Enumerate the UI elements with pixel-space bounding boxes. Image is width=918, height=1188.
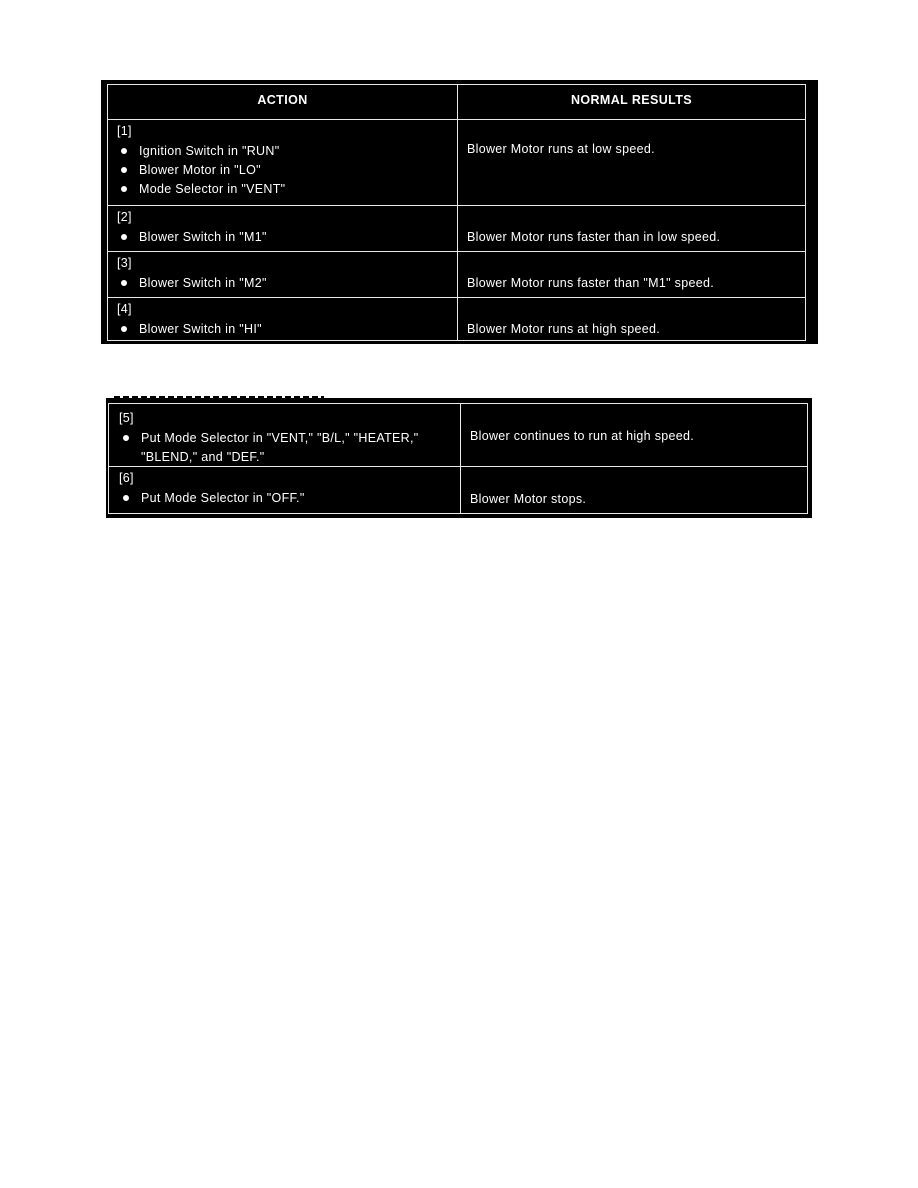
list-item: [119, 429, 460, 448]
result-text: Blower continues to run at high speed.: [470, 429, 695, 443]
header-normal-results: NORMAL RESULTS: [570, 93, 693, 107]
result-cell: [458, 298, 805, 340]
result-cell: [458, 206, 805, 251]
list-item: [119, 489, 460, 508]
list-item: [117, 142, 457, 161]
table-row: [108, 120, 805, 206]
table-row: [108, 298, 805, 340]
action-text: Blower Motor in "LO": [139, 163, 261, 177]
bullet-icon: [123, 495, 129, 501]
bullet-icon: [121, 167, 127, 173]
result-cell: [461, 467, 807, 513]
result-text: Blower Motor runs faster than in low speed.: [467, 230, 721, 244]
step-number: [1]: [117, 124, 132, 138]
action-cell: [108, 252, 458, 297]
list-item: [117, 180, 457, 199]
action-text: Mode Selector in "VENT": [139, 182, 286, 196]
bullet-icon: [121, 234, 127, 240]
action-cell: [109, 404, 461, 466]
list-item: [117, 274, 457, 293]
action-text: Blower Switch in "M1": [139, 230, 267, 244]
table-row: [109, 467, 807, 513]
step-number: [5]: [119, 411, 134, 425]
list-item: [117, 161, 457, 180]
procedure-table-2: [106, 398, 812, 518]
result-text: Blower Motor stops.: [470, 492, 587, 506]
step-number: [6]: [119, 471, 134, 485]
list-item: [117, 228, 457, 247]
header-action: ACTION: [108, 85, 458, 119]
step-number: [4]: [117, 302, 132, 316]
step-number: [3]: [117, 256, 132, 270]
action-text: Put Mode Selector in "OFF.": [141, 491, 305, 505]
action-text: Put Mode Selector in "VENT," "B/L," "HEATER,": [141, 431, 419, 445]
action-text-continued: "BLEND," and "DEF.": [141, 450, 265, 464]
result-text: Blower Motor runs faster than "M1" speed.: [467, 276, 714, 290]
table-row: [108, 206, 805, 252]
bullet-icon: [123, 435, 129, 441]
step-number: [2]: [117, 210, 132, 224]
list-item: [117, 320, 457, 339]
action-text: Blower Switch in "M2": [139, 276, 267, 290]
table-header-row: [108, 85, 805, 120]
table-grid: [108, 403, 808, 514]
table-row: [109, 404, 807, 467]
bullet-icon: [121, 280, 127, 286]
action-cell: [108, 120, 458, 205]
action-cell: [108, 206, 458, 251]
result-cell: [458, 252, 805, 297]
result-cell: [458, 120, 805, 205]
procedure-table-1: [101, 80, 818, 344]
bullet-icon: [121, 148, 127, 154]
table-grid: [107, 84, 806, 341]
action-cell: [108, 298, 458, 340]
result-cell: [461, 404, 807, 466]
action-text: Ignition Switch in "RUN": [139, 144, 280, 158]
bullet-icon: [121, 326, 127, 332]
result-text: Blower Motor runs at high speed.: [467, 322, 661, 336]
action-cell: [109, 467, 461, 513]
result-text: Blower Motor runs at low speed.: [467, 142, 655, 156]
action-text: Blower Switch in "HI": [139, 322, 262, 336]
table-row: [108, 252, 805, 298]
bullet-icon: [121, 186, 127, 192]
